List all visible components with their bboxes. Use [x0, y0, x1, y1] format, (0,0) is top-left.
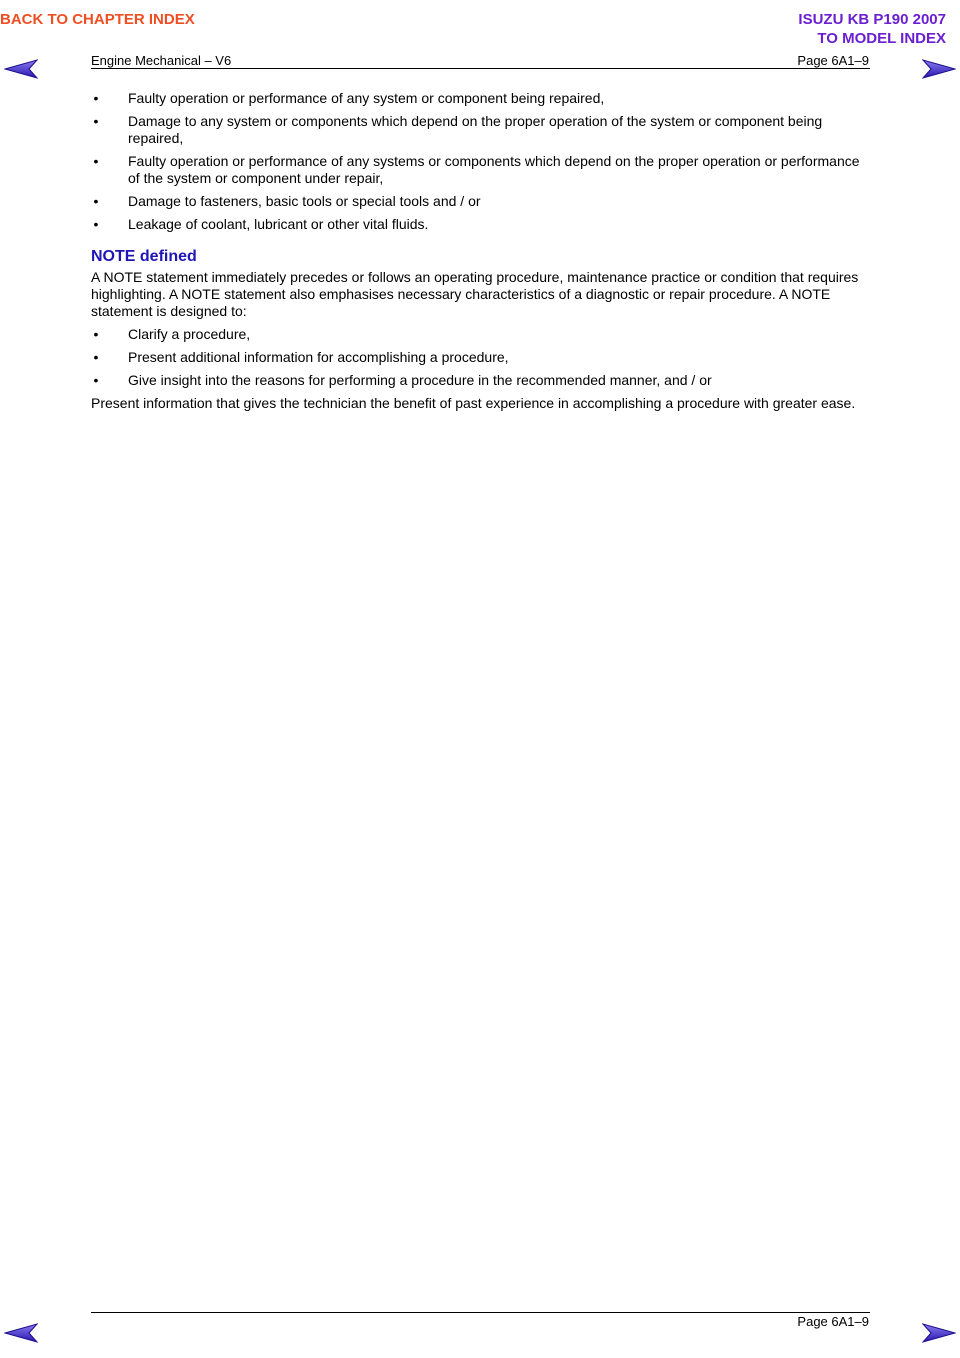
bullet-icon: • [93, 216, 99, 232]
header-rule [91, 68, 870, 69]
to-model-index-link[interactable]: TO MODEL INDEX [817, 30, 946, 47]
list-item [91, 193, 871, 210]
list-item-text: Leakage of coolant, lubricant or other vital fluids. [128, 216, 429, 232]
bullet-icon: • [93, 113, 99, 129]
list-item [91, 153, 871, 187]
bullet-icon: • [93, 349, 99, 365]
bullet-icon: • [93, 372, 99, 388]
note-defined-heading: NOTE defined [91, 248, 197, 265]
bullet-icon: • [93, 326, 99, 342]
bullet-icon: • [93, 153, 99, 169]
bullet-icon: • [93, 193, 99, 209]
list-item [91, 90, 871, 107]
consequence-list [91, 90, 871, 233]
list-item-text: Clarify a procedure, [128, 326, 251, 342]
arrow-right-icon[interactable] [922, 58, 956, 80]
list-item-text: Faulty operation or performance of any systems or components which depend on the proper operation or performance of the system or component under repair, [128, 153, 860, 186]
list-item-text: Faulty operation or performance of any system or component being repaired, [128, 90, 605, 106]
note-purpose-list [91, 326, 871, 389]
list-item-text: Damage to fasteners, basic tools or special tools and / or [128, 193, 481, 209]
list-item [91, 216, 871, 233]
arrow-left-icon[interactable] [4, 1322, 38, 1344]
running-header-page: Page 6A1–9 [797, 53, 869, 68]
back-to-chapter-index-link[interactable]: BACK TO CHAPTER INDEX [0, 11, 195, 28]
running-header-section: Engine Mechanical – V6 [91, 53, 232, 68]
footer-page: Page 6A1–9 [797, 1314, 869, 1329]
list-item [91, 349, 871, 366]
page-content [91, 90, 871, 418]
bullet-icon: • [93, 90, 99, 106]
list-item [91, 113, 871, 147]
list-item-text: Damage to any system or components which depend on the proper operation of the system or component being repaired, [128, 113, 823, 146]
note-intro-paragraph: A NOTE statement immediately precedes or follows an operating procedure, maintenance practice or condition that requires highlighting. A NOTE statement also emphasises necessary characteristics of a diagnostic or repair procedure. A NOTE statement is designed to: [91, 269, 859, 319]
arrow-left-icon[interactable] [4, 58, 38, 80]
closing-paragraph: Present information that gives the technician the benefit of past experience in accomplishing a procedure with greater ease. [91, 395, 856, 411]
list-item-text: Give insight into the reasons for performing a procedure in the recommended manner, and / or [128, 372, 712, 388]
arrow-right-icon[interactable] [922, 1322, 956, 1344]
list-item [91, 326, 871, 343]
model-title-link[interactable]: ISUZU KB P190 2007 [798, 11, 946, 28]
list-item-text: Present additional information for accomplishing a procedure, [128, 349, 509, 365]
list-item [91, 372, 871, 389]
footer-rule [91, 1312, 870, 1313]
